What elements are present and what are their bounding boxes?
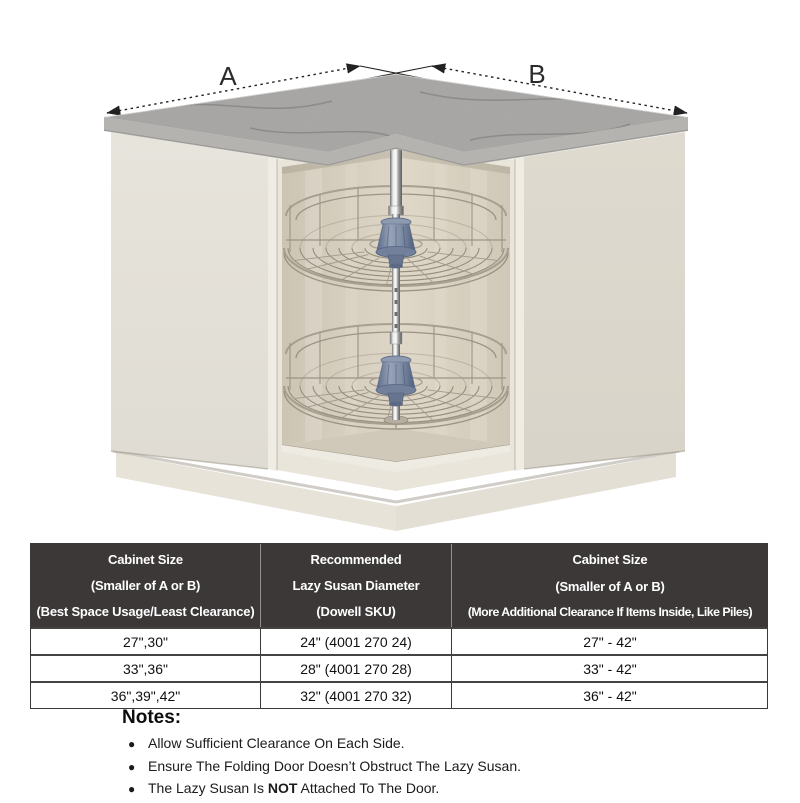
table-row [31, 654, 767, 681]
cell-cabinet-size: 27",30" [123, 633, 168, 650]
left-jamb [268, 157, 277, 471]
dim-label-b: B [528, 59, 546, 89]
cell-cabinet-size: 33",36" [123, 660, 168, 677]
cell-size-range: 36" - 42" [451, 683, 768, 708]
cell-diameter-sku: 24" (4001 270 24) [260, 629, 451, 654]
cell-size-range: 27" - 42" [451, 629, 768, 654]
table-header-cabinet-size-clearance: Cabinet Size (Smaller of A or B) (More Additional Clearance If Items Inside, Like Piles) [451, 544, 768, 627]
right-jamb [515, 157, 524, 471]
cell-diameter-sku: 28" (4001 270 28) [260, 656, 451, 681]
table-header-cabinet-size-best: Cabinet Size (Smaller of A or B) (Best Space Usage/Least Clearance) [36, 552, 255, 619]
bullet-icon: ● [128, 737, 136, 751]
table-header-row [31, 544, 767, 627]
bullet-icon: ● [128, 782, 136, 796]
cell-cabinet-size: 36",39",42" [110, 687, 181, 704]
bullet-icon: ● [128, 759, 136, 774]
note-item: ● The Lazy Susan Is NOT Attached To The Door. [122, 780, 682, 803]
cell-size-range: 33" - 42" [451, 656, 768, 681]
table-header-recommended-diameter: Recommended Lazy Susan Diameter (Dowell SKU) [260, 544, 451, 627]
table-row [31, 627, 767, 654]
notes-title: Notes: [122, 707, 182, 728]
dim-label-a: A [219, 61, 237, 91]
table-row [31, 681, 767, 708]
note-item: ● Allow Sufficient Clearance On Each Side. [122, 735, 682, 758]
notes-section [122, 707, 682, 803]
cabinet-right-panel [524, 132, 685, 469]
cell-diameter-sku: 32" (4001 270 32) [260, 683, 451, 708]
note-item: ● Ensure The Folding Door Doesn’t Obstruct The Lazy Susan. [122, 758, 682, 781]
size-spec-table [30, 543, 768, 709]
cabinet-left-panel [111, 132, 268, 469]
